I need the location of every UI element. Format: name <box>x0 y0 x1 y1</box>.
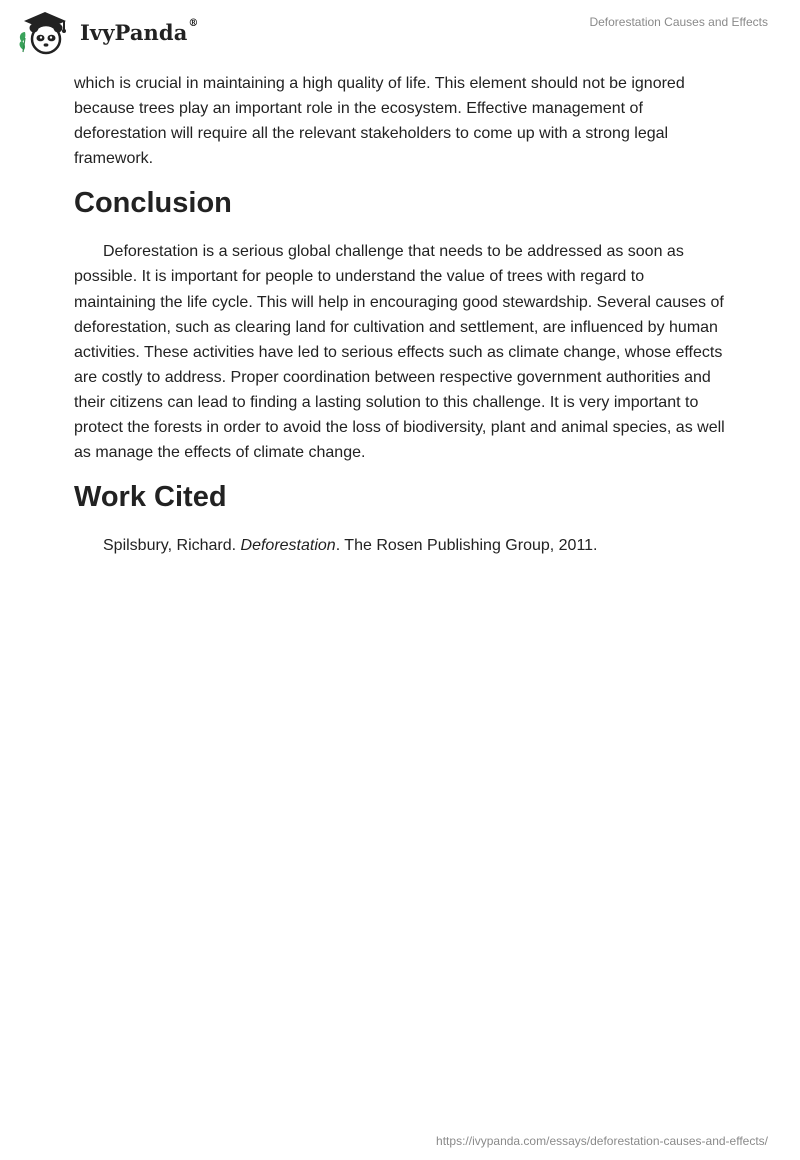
source-url[interactable]: https://ivypanda.com/essays/deforestation-causes-and-effects/ <box>436 1134 768 1148</box>
citation-entry <box>74 533 726 558</box>
essay-content <box>74 71 726 558</box>
conclusion-heading: Conclusion <box>74 187 232 220</box>
panda-graduate-icon <box>16 8 74 56</box>
work-cited-heading: Work Cited <box>74 481 227 514</box>
citation-author: Spilsbury, Richard. <box>103 537 241 555</box>
conclusion-paragraph: Deforestation is a serious global challenge that needs to be addressed as soon as possible. It is important for people to understand the value of trees with regard to maintaining the life cycle. This will help in encouraging good stewardship. Several causes of deforestation, such as clearing land for cultivation and settlement, are influenced by human activities. These activities have led to serious effects such as climate change, whose effects are costly to address. Proper coordination between respective government authorities and their citizens can lead to finding a lasting solution to this challenge. It is very important to protect the forests in order to avoid the loss of biodiversity, plant and animal species, as well as manage the effects of climate change. <box>74 243 725 462</box>
page-header <box>0 0 800 64</box>
brand-name: IvyPanda® <box>80 17 199 45</box>
citation-publisher: . The Rosen Publishing Group, 2011. <box>335 537 598 555</box>
citation-title: Deforestation <box>240 537 336 555</box>
intro-paragraph: which is crucial in maintaining a high quality of life. This element should not be ignored because trees play an important role in the ecosystem. Effective management of deforestation will require all the relevant stakeholders to come up with a strong legal framework. <box>74 75 685 168</box>
registered-mark: ® <box>188 17 199 29</box>
document-title: Deforestation Causes and Effects <box>589 15 768 29</box>
ivypanda-logo[interactable] <box>16 8 199 56</box>
